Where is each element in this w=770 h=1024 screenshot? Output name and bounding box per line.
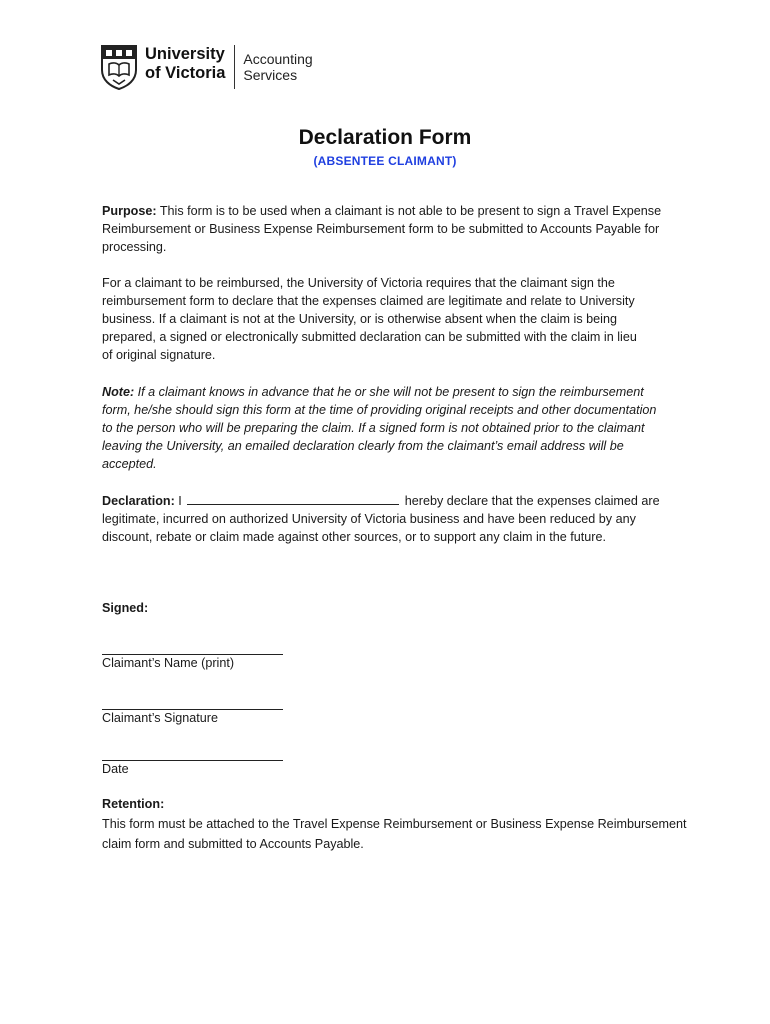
note-text-1: If a claimant knows in advance that he or she will not be present to sign the reimbursement [134, 385, 644, 399]
reimb-line: prepared, a signed or electronically submitted declaration can be submitted with the claim in lieu [102, 330, 637, 345]
retention-section [102, 794, 702, 854]
reimb-line: business. If a claimant is not at the University, or is otherwise absent when the claim is being [102, 312, 617, 327]
signed-label: Signed: [102, 601, 149, 615]
purpose-paragraph [102, 202, 702, 256]
note-label: Note: [102, 385, 135, 399]
form-title: Declaration Form [298, 126, 472, 149]
university-name [145, 45, 225, 83]
declaration-label: Declaration: [102, 494, 175, 508]
retention-label: Retention: [102, 797, 165, 811]
reimb-line: reimbursement form to declare that the expenses claimed are legitimate and relate to University [102, 294, 635, 309]
note-text-3: to the person who will be preparing the claim. If a signed form is not obtained prior to the claimant [102, 421, 645, 436]
claimant-name-label: Claimant’s Name (print) [102, 656, 235, 670]
declaration-text-3: discount, rebate or claim made against other sources, or to support any claim in the future. [102, 530, 607, 545]
declaration-suffix: hereby declare that the expenses claimed are [401, 494, 660, 508]
date-label: Date [102, 762, 129, 776]
reimbursement-paragraph [102, 274, 702, 364]
note-text-5: accepted. [102, 457, 157, 472]
dept-line-1: Accounting [243, 51, 313, 67]
purpose-text-2: Reimbursement or Business Expense Reimbursement form to be submitted to Accounts Payable for [102, 222, 660, 237]
declaration-paragraph [102, 492, 702, 546]
retention-text-2: claim form and submitted to Accounts Payable. [102, 837, 364, 851]
retention-text-1: This form must be attached to the Travel Expense Reimbursement or Business Expense Reimbursement [102, 817, 687, 831]
purpose-text-1: This form is to be used when a claimant is not able to be present to sign a Travel Expense [156, 204, 662, 218]
logo-line-1: University [145, 45, 225, 63]
logo-line-2: of Victoria [145, 64, 226, 82]
declarant-name-field[interactable] [187, 492, 399, 505]
note-text-2: form, he/she should sign this form at the time of providing original receipts and other documentation [102, 403, 657, 418]
logo-divider [234, 45, 235, 89]
claimant-signature-label: Claimant’s Signature [102, 711, 218, 725]
university-crest-icon [100, 44, 138, 90]
declaration-text-2: legitimate, incurred on authorized University of Victoria business and have been reduced by any [102, 512, 636, 527]
form-subtitle: (ABSENTEE CLAIMANT) [313, 154, 457, 168]
claimant-signature-field[interactable] [102, 709, 283, 710]
reimb-line: of original signature. [102, 348, 216, 363]
purpose-text-3: processing. [102, 240, 167, 255]
note-text-4: leaving the University, an emailed declaration clearly from the claimant’s email address will be [102, 439, 624, 454]
dept-line-2: Services [243, 67, 298, 83]
purpose-label: Purpose: [102, 204, 157, 218]
uvic-logo [100, 44, 313, 92]
date-field[interactable] [102, 760, 283, 761]
declaration-prefix: I [174, 494, 186, 508]
note-paragraph [102, 383, 702, 473]
department-name [243, 51, 312, 83]
claimant-name-field[interactable] [102, 654, 283, 655]
reimb-line: For a claimant to be reimbursed, the University of Victoria requires that the claimant sign the [102, 276, 615, 290]
